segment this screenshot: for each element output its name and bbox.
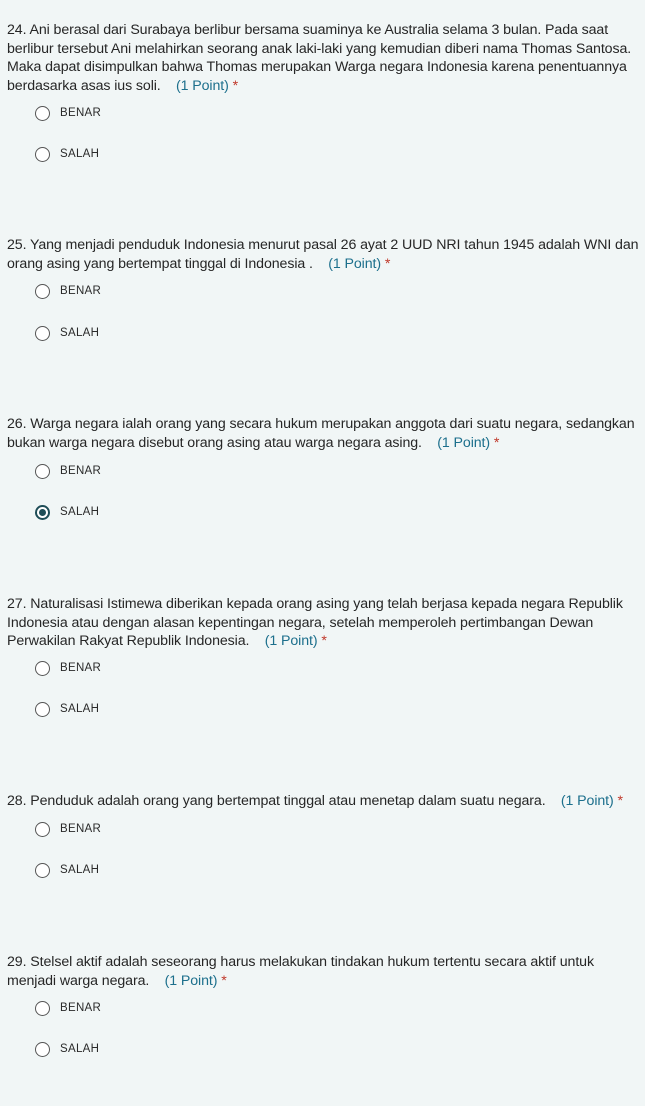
option-salah[interactable]: [35, 323, 99, 343]
radio-button[interactable]: [35, 147, 50, 162]
required-asterisk: *: [384, 255, 391, 272]
option-label: SALAH: [60, 506, 100, 518]
question-body: Warga negara ialah orang yang secara hukum merupakan anggota dari suatu negara, sedangkan bukan warga negara disebut orang asing atau warga negara asing.: [7, 416, 635, 451]
radio-button[interactable]: [35, 822, 50, 837]
question-number: 26.: [7, 416, 27, 432]
question-body: Penduduk adalah orang yang bertempat tinggal atau menetap dalam suatu negara.: [30, 793, 546, 809]
question-body: Stelsel aktif adalah seseorang harus melakukan tindakan hukum tertentu secara aktif untuk menjadi warga negara.: [7, 954, 594, 989]
option-benar[interactable]: [35, 658, 101, 678]
question-number: 28.: [7, 793, 27, 809]
radio-button[interactable]: [35, 106, 50, 121]
option-benar[interactable]: [35, 103, 101, 123]
required-asterisk: *: [221, 972, 227, 989]
points-label: (1 Point): [176, 77, 229, 94]
radio-button[interactable]: [35, 863, 50, 878]
radio-button[interactable]: [35, 284, 50, 299]
radio-button[interactable]: [35, 464, 50, 479]
option-benar[interactable]: [35, 998, 101, 1018]
option-label: BENAR: [60, 285, 102, 297]
option-salah[interactable]: [35, 1039, 99, 1059]
radio-button[interactable]: [35, 702, 50, 717]
question-text: [7, 953, 643, 990]
option-benar[interactable]: [35, 461, 101, 481]
option-salah[interactable]: [35, 860, 99, 880]
option-salah[interactable]: [35, 502, 99, 522]
option-salah[interactable]: [35, 699, 99, 719]
points-label: (1 Point): [560, 793, 614, 809]
question-number: 27.: [7, 596, 27, 612]
required-asterisk: *: [617, 793, 623, 809]
radio-button[interactable]: [35, 1001, 50, 1016]
question-text: [7, 595, 643, 651]
required-asterisk: *: [321, 633, 327, 650]
required-asterisk: *: [232, 77, 239, 94]
question-number: 25.: [7, 237, 27, 253]
points-label: (1 Point): [164, 972, 218, 989]
question-number: 24.: [7, 22, 27, 38]
question-text: [7, 236, 643, 273]
question-text: [7, 792, 643, 811]
question-text: [7, 21, 643, 95]
points-label: (1 Point): [264, 633, 318, 650]
question-text: [7, 415, 643, 452]
option-label: BENAR: [60, 1002, 102, 1014]
radio-button[interactable]: [35, 661, 50, 676]
points-label: (1 Point): [437, 434, 491, 451]
option-label: BENAR: [60, 662, 102, 674]
option-salah[interactable]: [35, 144, 99, 164]
required-asterisk: *: [493, 434, 500, 451]
radio-button[interactable]: [35, 326, 50, 341]
question-body: Naturalisasi Istimewa diberikan kepada orang asing yang telah berjasa kepada negara Republik Indonesia atau dengan alasan kepentingan negara, setelah memperoleh pertimbangan Dewan Perwakilan Rakyat Republik Indonesia.: [7, 596, 623, 650]
question-number: 29.: [7, 954, 27, 970]
option-benar[interactable]: [35, 819, 101, 839]
option-label: SALAH: [60, 148, 100, 160]
option-label: SALAH: [60, 327, 100, 339]
radio-button[interactable]: [35, 505, 50, 520]
option-label: SALAH: [60, 864, 100, 876]
option-label: SALAH: [60, 703, 100, 715]
points-label: (1 Point): [328, 255, 381, 272]
radio-button[interactable]: [35, 1042, 50, 1057]
option-label: SALAH: [60, 1043, 100, 1055]
option-label: BENAR: [60, 465, 102, 477]
option-label: BENAR: [60, 107, 102, 119]
option-label: BENAR: [60, 823, 102, 835]
question-body: Ani berasal dari Surabaya berlibur bersama suaminya ke Australia selama 3 bulan. Pada saat berlibur tersebut Ani melahirkan seorang anak laki-laki yang kemudian diberi nama Thomas Santosa. Maka dapat disimpulkan bahwa Thomas merupakan Warga negara Indonesia karena penentuannya berdasarka asas ius soli.: [7, 22, 632, 94]
question-body: Yang menjadi penduduk Indonesia menurut pasal 26 ayat 2 UUD NRI tahun 1945 adalah WNI dan orang asing yang bertempat tinggal di Indonesia .: [7, 237, 639, 272]
option-benar[interactable]: [35, 281, 101, 301]
